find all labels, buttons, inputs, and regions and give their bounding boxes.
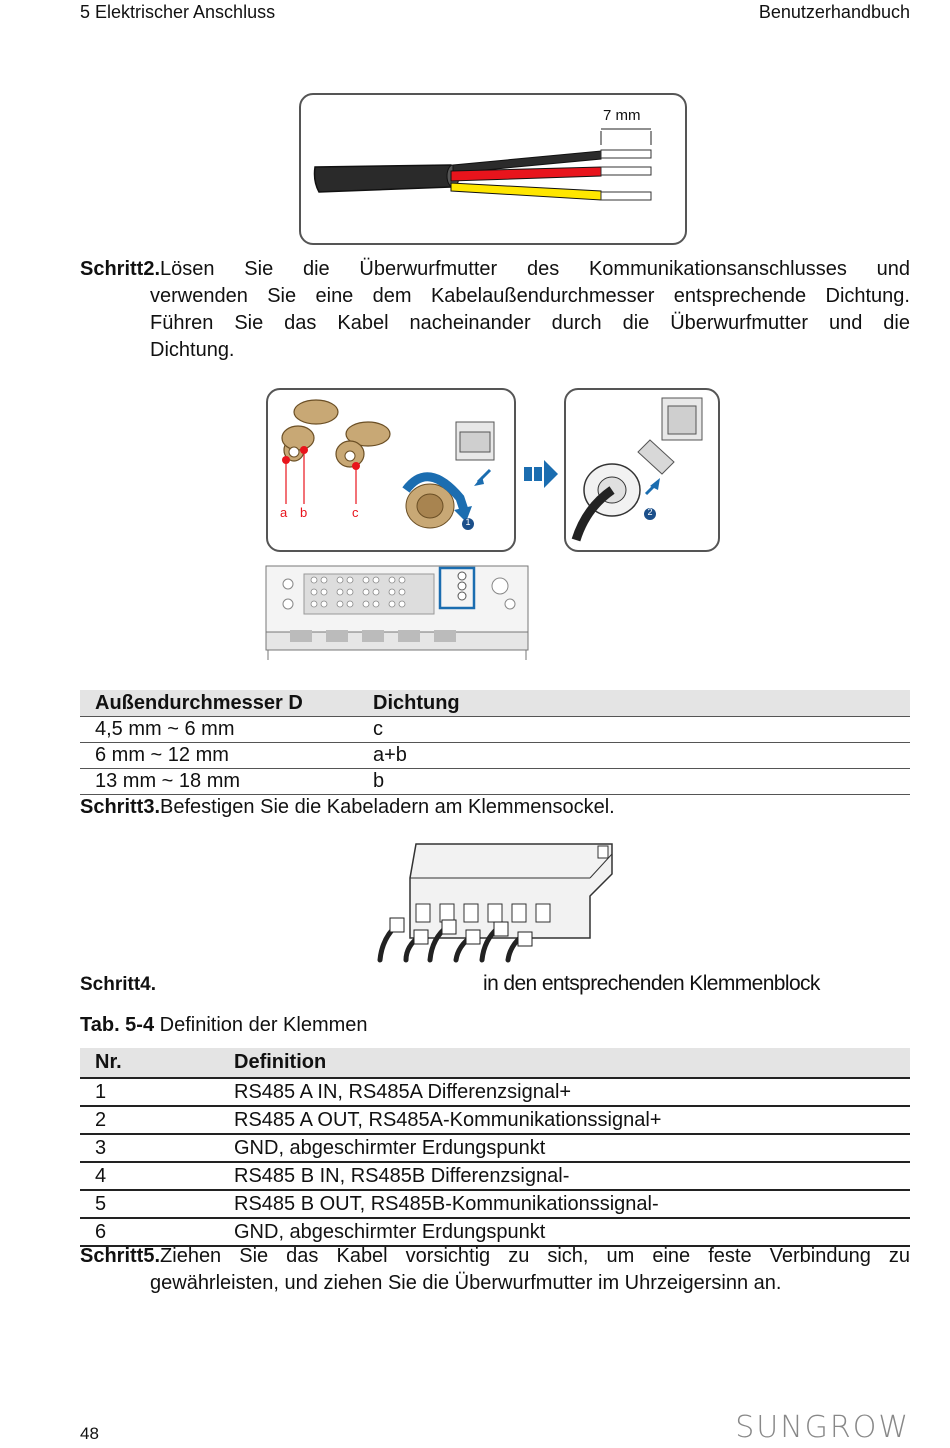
step-2 [80, 256, 910, 364]
next-step-arrow-icon [524, 460, 560, 488]
diameter-cell: 6 mm ~ 12 mm [80, 743, 358, 769]
diameter-cell: 4,5 mm ~ 6 mm [80, 717, 358, 743]
cable-stripping-figure [299, 93, 687, 245]
step-5-label: Schritt5. [80, 1245, 161, 1267]
step-5-line-2: gewährleisten, und ziehen Sie die Überwurfmutter im Uhrzeigersinn an. [150, 1272, 782, 1294]
seal-table-header-row [80, 690, 910, 717]
step-4-label: Schritt4. [80, 974, 157, 995]
terminal-number-cell: 4 [80, 1162, 219, 1190]
diameter-cell: 13 mm ~ 18 mm [80, 769, 358, 795]
table-row [80, 769, 910, 795]
seals-illustration [268, 390, 514, 550]
terminal-number-cell: 6 [80, 1218, 219, 1246]
cable-through-gland-figure [564, 388, 720, 552]
step-5-line-1: Ziehen Sie das Kabel vorsichtig zu sich, um eine feste Verbindung zu [160, 1245, 910, 1267]
gland-cable-illustration [566, 390, 718, 550]
terminal-table-caption [80, 1014, 368, 1037]
step-3 [80, 794, 910, 821]
terminal-definition-cell: RS485 B IN, RS485B Differenzsignal- [219, 1162, 910, 1190]
table-row [80, 1218, 910, 1246]
step-4-text: in den entsprechenden Klemmenblock [483, 972, 820, 995]
column-header-seal: Dichtung [358, 690, 910, 717]
terminal-number-cell: 5 [80, 1190, 219, 1218]
terminal-number-cell: 3 [80, 1134, 219, 1162]
brand-logo: SUNGROW [735, 1410, 910, 1445]
terminal-definition-cell: RS485 B OUT, RS485B-Kommunikationssignal- [219, 1190, 910, 1218]
step-2-line-1: Lösen Sie die Überwurfmutter des Kommunikationsanschlusses und [160, 258, 910, 280]
seal-label-c: c [352, 505, 359, 520]
table-row [80, 1078, 910, 1106]
terminal-table-header-row [80, 1048, 910, 1078]
seal-cell: c [358, 717, 910, 743]
column-header-number: Nr. [80, 1048, 219, 1078]
header-section-title: 5 Elektrischer Anschluss [80, 2, 276, 22]
step-2-line-2: verwenden Sie eine dem Kabelaußendurchmesser entsprechende Dichtung. [150, 285, 910, 307]
table-row [80, 717, 910, 743]
step-badge-2: 2 [647, 507, 653, 517]
step-2-line-4: Dichtung. [150, 339, 235, 361]
step-3-label: Schritt3. [80, 796, 161, 818]
terminal-number-cell: 1 [80, 1078, 219, 1106]
page-number: 48 [80, 1424, 99, 1443]
terminal-definition-cell: RS485 A OUT, RS485A-Kommunikationssignal+ [219, 1106, 910, 1134]
step-2-line-3: Führen Sie das Kabel nacheinander durch die Überwurfmutter und die [150, 312, 910, 334]
inverter-bottom-view [264, 564, 530, 662]
terminal-block-figure [376, 842, 616, 964]
seal-diameter-table [80, 690, 910, 795]
step-2-label: Schritt2. [80, 258, 161, 280]
table-row [80, 1190, 910, 1218]
column-header-diameter: Außendurchmesser D [80, 690, 358, 717]
column-header-definition: Definition [219, 1048, 910, 1078]
terminal-definition-cell: GND, abgeschirmter Erdungspunkt [219, 1134, 910, 1162]
table-title: Definition der Klemmen [159, 1014, 368, 1036]
seal-cell: a+b [358, 743, 910, 769]
terminal-definition-table [80, 1048, 910, 1247]
terminal-definition-cell: GND, abgeschirmter Erdungspunkt [219, 1218, 910, 1246]
seal-label-a: a [280, 505, 288, 520]
seal-selection-figure [266, 388, 516, 552]
table-row [80, 1106, 910, 1134]
strip-length-label: 7 mm [603, 107, 641, 124]
seal-cell: b [358, 769, 910, 795]
header-manual-title: Benutzerhandbuch [758, 2, 910, 22]
table-row [80, 743, 910, 769]
terminal-definition-cell: RS485 A IN, RS485A Differenzsignal+ [219, 1078, 910, 1106]
table-row [80, 1134, 910, 1162]
terminal-number-cell: 2 [80, 1106, 219, 1134]
step-badge-1: 1 [465, 517, 471, 527]
step-5 [80, 1243, 910, 1297]
step-3-text: Befestigen Sie die Kabeladern am Klemmensockel. [160, 796, 615, 818]
table-row [80, 1162, 910, 1190]
table-number: Tab. 5-4 [80, 1014, 155, 1036]
seal-label-b: b [300, 505, 308, 520]
